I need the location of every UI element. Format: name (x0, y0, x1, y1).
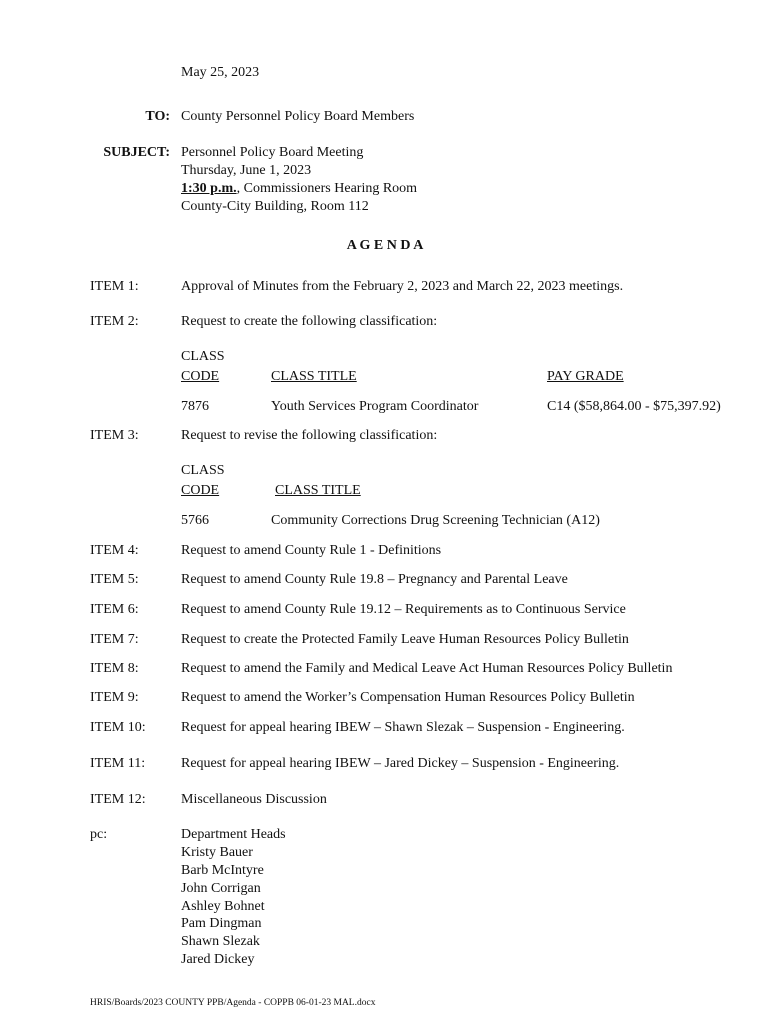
subject-line-1: Personnel Policy Board Meeting (181, 145, 364, 160)
item-2-label: ITEM 2: (90, 314, 139, 329)
table2-grade-header: PAY GRADE (547, 369, 624, 384)
subject-line-4: County-City Building, Room 112 (181, 199, 369, 214)
to-value: County Personnel Policy Board Members (181, 109, 415, 124)
table2-class-header: CLASS (181, 349, 225, 364)
pc-name: Kristy Bauer (181, 845, 253, 860)
table3-code-header: CODE (181, 483, 220, 498)
pc-name: John Corrigan (181, 881, 261, 896)
item-1-label: ITEM 1: (90, 279, 139, 294)
item-6-label: ITEM 6: (90, 602, 139, 617)
subject-label: SUBJECT: (103, 145, 170, 160)
item-1-text: Approval of Minutes from the February 2, 2023 and March 22, 2023 meetings. (181, 279, 624, 294)
item-12-text: Miscellaneous Discussion (181, 792, 327, 807)
subject-line-2: Thursday, June 1, 2023 (181, 163, 312, 178)
table3-code: 5766 (181, 513, 209, 528)
to-label: TO: (145, 109, 170, 124)
item-9-label: ITEM 9: (90, 690, 139, 705)
pc-name: Barb McIntyre (181, 863, 264, 878)
item-6-text: Request to amend County Rule 19.12 – Requirements as to Continuous Service (181, 602, 626, 617)
item-10-text: Request for appeal hearing IBEW – Shawn Slezak – Suspension - Engineering. (181, 720, 625, 735)
pc-name: Jared Dickey (181, 952, 255, 967)
meeting-time: 1:30 p.m. (181, 181, 237, 196)
table2-code-header: CODE (181, 369, 220, 384)
item-7-label: ITEM 7: (90, 632, 139, 647)
pc-name: Pam Dingman (181, 916, 262, 931)
table3-class-header: CLASS (181, 463, 225, 478)
agenda-title: A G E N D A (346, 238, 424, 253)
table2-code: 7876 (181, 399, 209, 414)
memo-date: May 25, 2023 (181, 65, 260, 80)
item-5-text: Request to amend County Rule 19.8 – Pregnancy and Parental Leave (181, 572, 568, 587)
item-3-label: ITEM 3: (90, 428, 139, 443)
table2-grade: C14 ($58,864.00 - $75,397.92) (547, 399, 721, 414)
item-4-text: Request to amend County Rule 1 - Definitions (181, 543, 442, 558)
pc-name: Shawn Slezak (181, 934, 260, 949)
item-3-text: Request to revise the following classification: (181, 428, 438, 443)
footer-path: HRIS/Boards/2023 COUNTY PPB/Agenda - COPPB 06-01-23 MAL.docx (90, 998, 376, 1008)
item-11-label: ITEM 11: (90, 756, 146, 771)
pc-name: Ashley Bohnet (181, 899, 265, 914)
pc-name: Department Heads (181, 827, 286, 842)
table3-title: Community Corrections Drug Screening Technician (A12) (271, 513, 600, 528)
item-8-text: Request to amend the Family and Medical Leave Act Human Resources Policy Bulletin (181, 661, 673, 676)
item-9-text: Request to amend the Worker’s Compensation Human Resources Policy Bulletin (181, 690, 635, 705)
meeting-room: , Commissioners Hearing Room (236, 181, 418, 196)
item-7-text: Request to create the Protected Family Leave Human Resources Policy Bulletin (181, 632, 629, 647)
table3-title-header: CLASS TITLE (275, 483, 361, 498)
item-8-label: ITEM 8: (90, 661, 139, 676)
table2-title: Youth Services Program Coordinator (271, 399, 479, 414)
item-12-label: ITEM 12: (90, 792, 146, 807)
item-2-text: Request to create the following classification: (181, 314, 438, 329)
subject-line-3 (181, 180, 417, 198)
pc-label: pc: (90, 827, 108, 842)
item-4-label: ITEM 4: (90, 543, 139, 558)
table2-title-header: CLASS TITLE (271, 369, 357, 384)
item-5-label: ITEM 5: (90, 572, 139, 587)
item-11-text: Request for appeal hearing IBEW – Jared Dickey – Suspension - Engineering. (181, 756, 620, 771)
item-10-label: ITEM 10: (90, 720, 146, 735)
